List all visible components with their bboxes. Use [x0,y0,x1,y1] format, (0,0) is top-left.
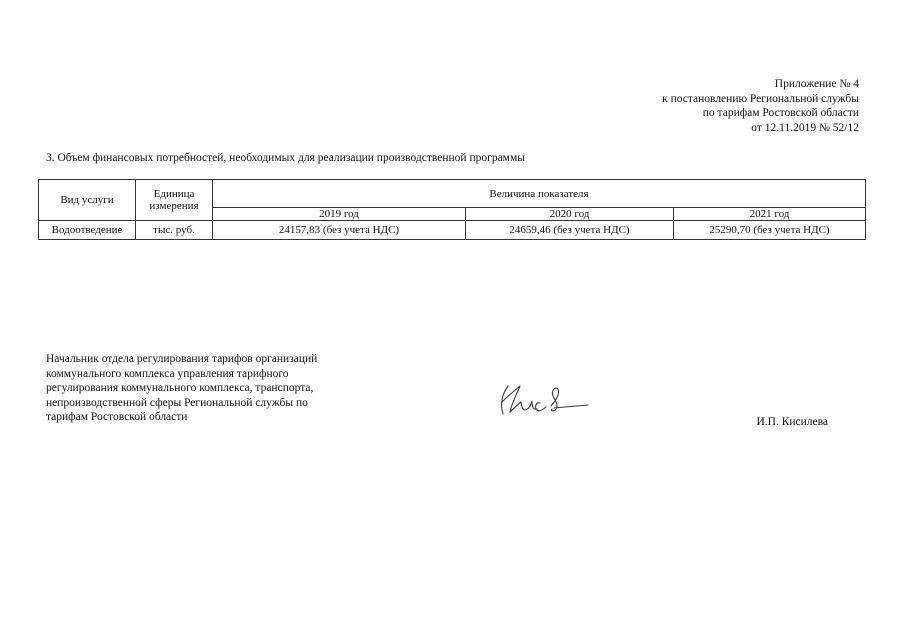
table-header-row [39,180,866,208]
cell-value-2019: 24157,83 (без учета НДС) [213,221,466,240]
cell-value-2020: 24659,46 (без учета НДС) [466,221,674,240]
appendix-service-line: по тарифам Ростовской области [702,107,859,119]
signer-position-line: регулирования коммунального комплекса, транспорта, [46,382,314,394]
table-row [39,221,866,240]
signer-name: И.П. Кисилева [756,416,828,428]
appendix-resolution-line: к постановлению Региональной службы [662,92,859,105]
appendix-date-number: от 12.11.2019 № 52/12 [751,121,859,134]
financial-needs-table [38,179,866,240]
signer-position-line: коммунального комплекса управления тарифного [46,367,289,380]
header-year-2021: 2021 год [674,208,866,221]
signer-position [46,352,317,425]
header-year-2019: 2019 год [213,208,466,221]
cell-unit: тыс. руб. [136,221,213,240]
cell-value-2021: 25290,70 (без учета НДС) [674,221,866,240]
appendix-number: Приложение № 4 [774,78,859,90]
handwritten-signature [496,372,596,422]
section-title: 3. Объем финансовых потребностей, необходимых для реализации производственной программы [46,152,525,164]
header-indicator-value: Величина показателя [213,180,866,208]
header-year-2020: 2020 год [466,208,674,221]
signer-position-line: Начальник отдела регулирования тарифов организаций [46,353,318,365]
signer-position-line: тарифам Ростовской области [46,411,188,423]
signer-position-line: непроизводственной сферы Региональной службы по [46,396,308,409]
appendix-header [662,77,859,135]
header-unit: Единица измерения [136,180,213,221]
cell-service: Водоотведение [39,221,136,240]
header-service-type: Вид услуги [39,180,136,221]
